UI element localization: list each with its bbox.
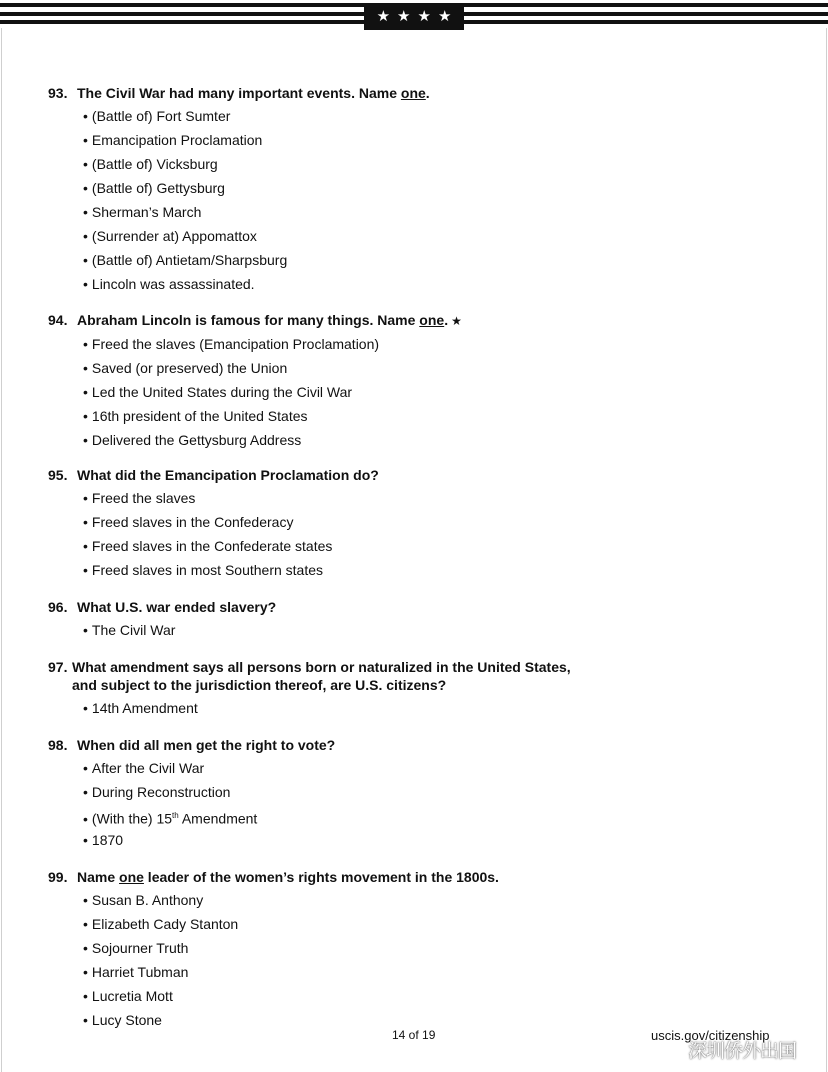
question-underlined-word: one [400, 85, 426, 101]
answer-item: • During Reconstruction [83, 780, 668, 804]
page-border-left [1, 28, 2, 1072]
answer-item: • 14th Amendment [83, 696, 668, 720]
answer-list [83, 486, 668, 582]
answer-item: • The Civil War [83, 618, 668, 642]
question-underlined-word: one [119, 869, 144, 885]
answer-item: • Sherman’s March [83, 200, 668, 224]
answer-list [83, 888, 668, 1032]
question-number: 94. [48, 312, 68, 328]
answer-list [83, 756, 668, 852]
question-95 [48, 466, 668, 582]
answer-item: • Freed slaves in the Confederacy [83, 510, 668, 534]
page-number: 14 of 19 [392, 1028, 436, 1042]
answer-item: • (Battle of) Fort Sumter [83, 104, 668, 128]
question-text: What amendment says all persons born or naturalized in the United States, [72, 659, 571, 675]
answer-item: • 16th president of the United States [83, 404, 668, 428]
answer-text: Amendment [178, 810, 258, 827]
header-stars [364, 3, 464, 30]
star-icon: ★ [451, 314, 462, 328]
question-96 [48, 598, 668, 642]
answer-item: • (Battle of) Vicksburg [83, 152, 668, 176]
answer-item: • Freed slaves in the Confederate states [83, 534, 668, 558]
answer-item: • Lincoln was assassinated. [83, 272, 668, 296]
answer-item: • Delivered the Gettysburg Address [83, 428, 668, 452]
footer-url-link[interactable]: uscis.gov/citizenship [651, 1028, 770, 1043]
question-number: 99. [48, 869, 68, 885]
page-border-right [826, 28, 827, 1072]
answer-item: • Freed slaves in most Southern states [83, 558, 668, 582]
question-title-line2 [48, 676, 668, 694]
answer-item: • (Surrender at) Appomattox [83, 224, 668, 248]
question-text: What did the Emancipation Proclamation do? [77, 467, 379, 483]
question-text [77, 84, 668, 102]
question-title [48, 658, 668, 676]
answer-list [83, 696, 668, 720]
star-icon: ★ [397, 8, 411, 25]
answer-item: • Emancipation Proclamation [83, 128, 668, 152]
question-title [48, 868, 668, 886]
question-text-part: . [425, 85, 430, 101]
question-text-part: Abraham Lincoln is famous for many things. Name [77, 312, 420, 328]
question-98 [48, 736, 668, 852]
question-text: What U.S. war ended slavery? [77, 599, 277, 615]
question-93 [48, 84, 668, 296]
question-text [77, 311, 668, 330]
question-text: and subject to the jurisdiction thereof, are U.S. citizens? [72, 677, 447, 693]
question-text-part: The Civil War had many important events. Name [77, 85, 401, 101]
answer-list [83, 332, 668, 452]
star-icon: ★ [376, 8, 391, 25]
answer-list [83, 104, 668, 296]
answer-item: • Elizabeth Cady Stanton [83, 912, 668, 936]
question-99 [48, 868, 668, 1032]
question-text-part: . [444, 312, 449, 328]
answer-item: • Lucy Stone [83, 1008, 668, 1032]
answer-item: • Sojourner Truth [83, 936, 668, 960]
answer-item: • (Battle of) Antietam/Sharpsburg [83, 248, 668, 272]
answer-item: • After the Civil War [83, 756, 668, 780]
question-94 [48, 311, 668, 452]
question-title [48, 466, 668, 484]
question-text-part: Name [77, 869, 120, 885]
question-text-part: leader of the women’s rights movement in the 1800s. [143, 869, 499, 885]
answer-item: • Lucretia Mott [83, 984, 668, 1008]
question-title [48, 84, 668, 102]
star-icon: ★ [417, 8, 431, 25]
answer-item: • Freed the slaves [83, 486, 668, 510]
page-header [0, 0, 828, 32]
question-number: 97. [48, 659, 68, 675]
question-text: When did all men get the right to vote? [77, 737, 336, 753]
question-number: 95. [48, 467, 68, 483]
question-title [48, 311, 668, 330]
question-text [77, 868, 668, 886]
star-icon: ★ [437, 8, 452, 25]
watermark: 深圳侨外出国 [688, 1041, 797, 1062]
question-97 [48, 658, 668, 720]
question-title [48, 598, 668, 616]
question-number: 98. [48, 737, 68, 753]
answer-item: • 1870 [83, 828, 668, 852]
answer-item: • Freed the slaves (Emancipation Proclamation) [83, 332, 668, 356]
answer-item: • Susan B. Anthony [83, 888, 668, 912]
answer-item: • Saved (or preserved) the Union [83, 356, 668, 380]
answer-item [83, 804, 668, 828]
question-underlined-word: one [419, 312, 445, 328]
question-number: 96. [48, 599, 68, 615]
answer-item: • (Battle of) Gettysburg [83, 176, 668, 200]
answer-text: (With the) 15 [91, 810, 173, 827]
answer-item: • Harriet Tubman [83, 960, 668, 984]
answer-superscript: th [172, 811, 179, 820]
question-number-spacer [48, 676, 72, 694]
question-number: 93. [48, 85, 68, 101]
answer-list [83, 618, 668, 642]
answer-item: • Led the United States during the Civil War [83, 380, 668, 404]
question-title [48, 736, 668, 754]
